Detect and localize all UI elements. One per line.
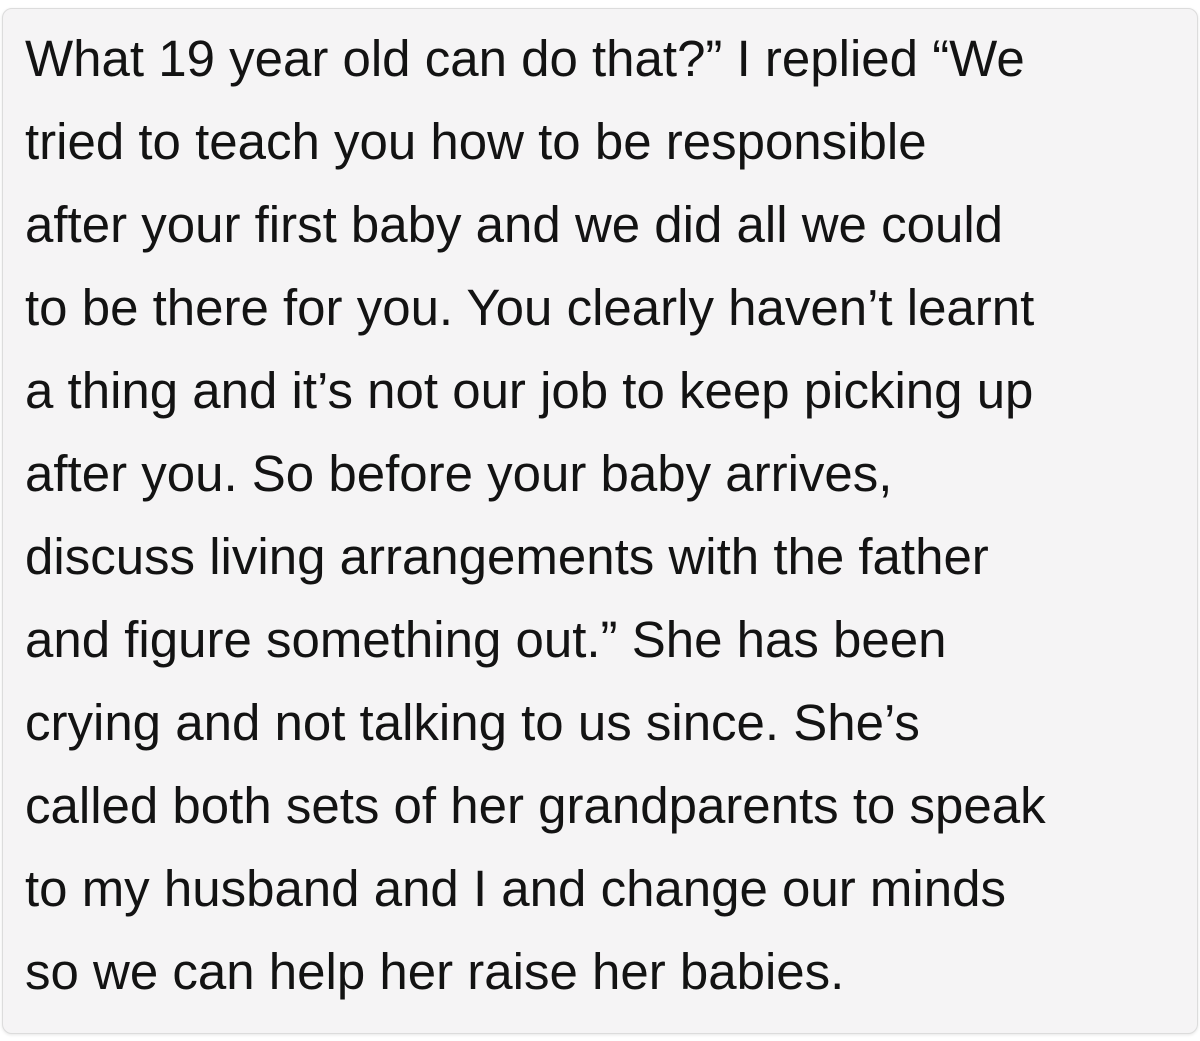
story-text-line: discuss living arrangements with the father [25,528,989,585]
story-text-line: after your first baby and we did all we could [25,196,1004,253]
story-text-line: a thing and it’s not our job to keep picking up [25,362,1034,419]
story-paragraph [25,17,1197,1013]
story-text-line: after you. So before your baby arrives, [25,445,893,502]
story-text-line: crying and not talking to us since. She’s [25,694,920,751]
story-text-line: and figure something out.” She has been [25,611,947,668]
story-text-line: to be there for you. You clearly haven’t learnt [25,279,1035,336]
story-text-line: to my husband and I and change our minds [25,860,1006,917]
story-text-line: called both sets of her grandparents to speak [25,777,1046,834]
story-text-line: so we can help her raise her babies. [25,943,845,1000]
story-text-line: tried to teach you how to be responsible [25,113,927,170]
story-text-line: What 19 year old can do that?” I replied “We [25,30,1025,87]
story-text-card [2,8,1198,1034]
